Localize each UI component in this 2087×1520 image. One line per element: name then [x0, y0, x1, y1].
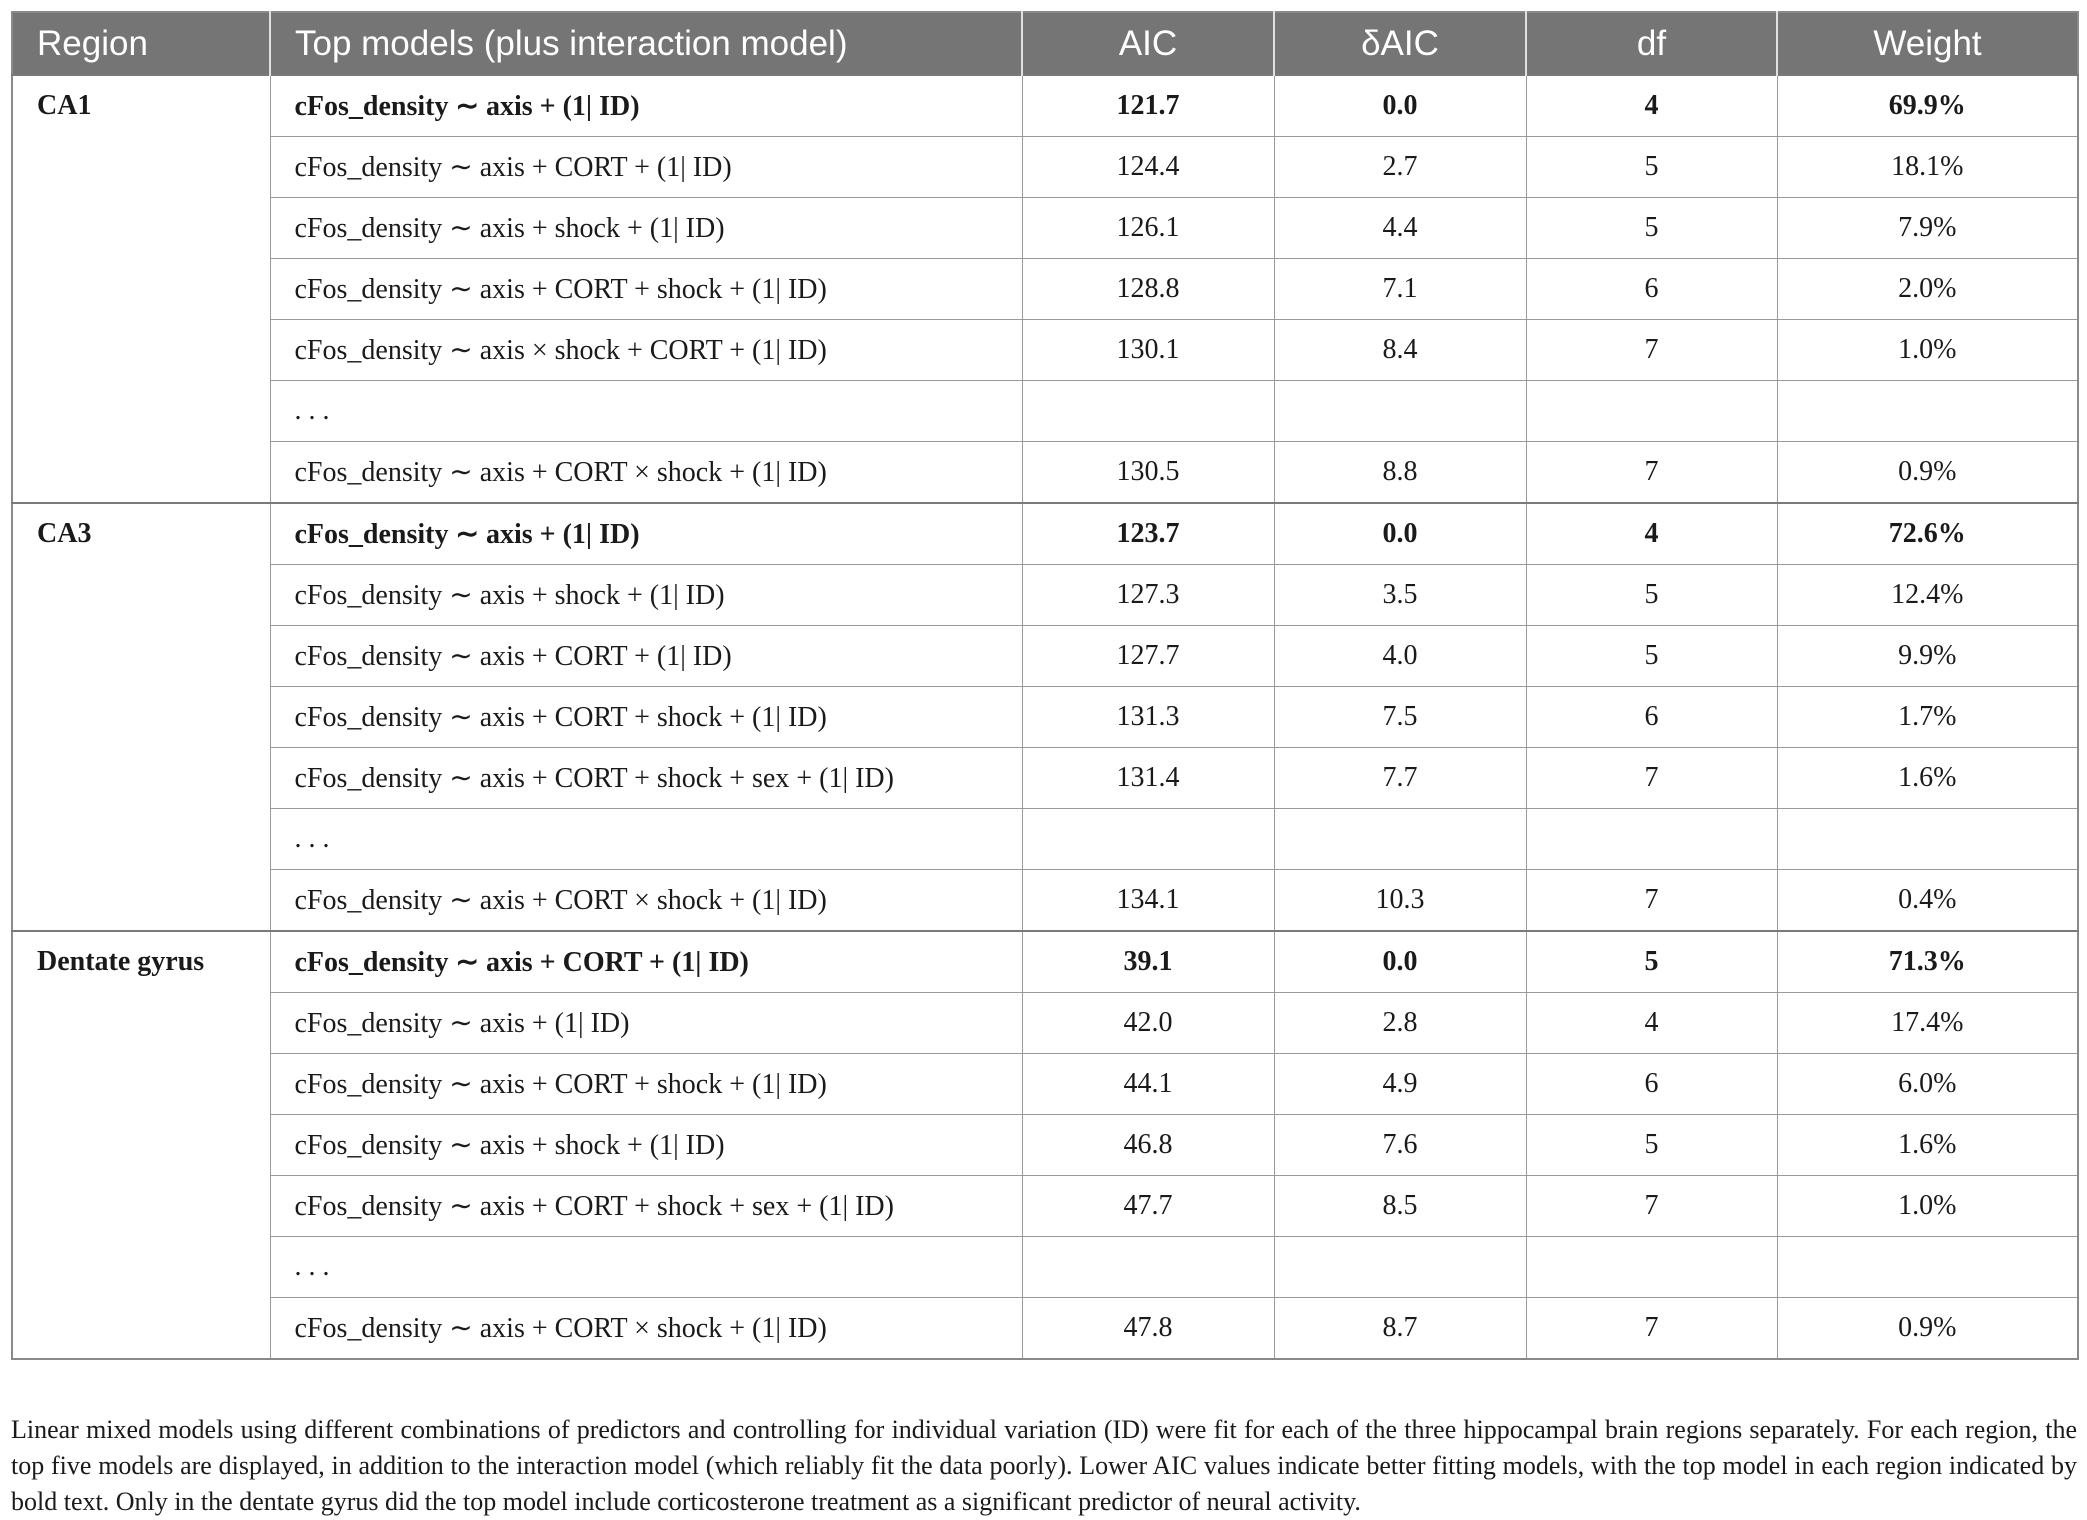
- model-cell: . . .: [270, 1237, 1022, 1298]
- table-row: [12, 1298, 2078, 1360]
- df-cell: 7: [1526, 320, 1777, 381]
- model-cell: cFos_density ∼ axis + (1| ID): [270, 75, 1022, 137]
- df-cell: 6: [1526, 1054, 1777, 1115]
- model-cell: cFos_density ∼ axis + CORT × shock + (1| ID): [270, 870, 1022, 932]
- model-cell: . . .: [270, 381, 1022, 442]
- model-cell: cFos_density ∼ axis + shock + (1| ID): [270, 1115, 1022, 1176]
- model-cell: cFos_density ∼ axis + CORT × shock + (1| ID): [270, 442, 1022, 504]
- table-row: [12, 381, 2078, 442]
- delta-aic-cell: 8.4: [1274, 320, 1526, 381]
- aic-cell: 47.8: [1022, 1298, 1274, 1360]
- weight-cell: 1.0%: [1777, 1176, 2078, 1237]
- delta-aic-cell: 8.7: [1274, 1298, 1526, 1360]
- table-caption: Linear mixed models using different combinations of predictors and controlling for individual variation (ID) were fit for each of the three hippocampal brain regions separately. For each region, the top five models are displayed, in addition to the interaction model (which reliably fit the data poorly). Lower AIC values indicate better fitting models, with the top model in each region indicated by bold text. Only in the dentate gyrus did the top model include corticosterone treatment as a significant predictor of neural activity.: [11, 1415, 2077, 1516]
- aic-cell: [1022, 809, 1274, 870]
- aic-cell: 39.1: [1022, 931, 1274, 993]
- table-row: [12, 137, 2078, 198]
- table-row: [12, 320, 2078, 381]
- header-df: df: [1526, 12, 1777, 75]
- df-cell: 4: [1526, 993, 1777, 1054]
- weight-cell: 0.4%: [1777, 870, 2078, 932]
- weight-cell: 2.0%: [1777, 259, 2078, 320]
- delta-aic-cell: 7.1: [1274, 259, 1526, 320]
- weight-cell: 0.9%: [1777, 442, 2078, 504]
- aic-cell: 134.1: [1022, 870, 1274, 932]
- weight-cell: 6.0%: [1777, 1054, 2078, 1115]
- df-cell: 7: [1526, 1298, 1777, 1360]
- aic-cell: 44.1: [1022, 1054, 1274, 1115]
- header-aic: AIC: [1022, 12, 1274, 75]
- df-cell: [1526, 809, 1777, 870]
- df-cell: 6: [1526, 687, 1777, 748]
- delta-aic-cell: 0.0: [1274, 931, 1526, 993]
- aic-cell: 46.8: [1022, 1115, 1274, 1176]
- delta-aic-cell: 4.9: [1274, 1054, 1526, 1115]
- df-cell: 7: [1526, 1176, 1777, 1237]
- delta-aic-cell: 7.5: [1274, 687, 1526, 748]
- weight-cell: 71.3%: [1777, 931, 2078, 993]
- aic-cell: 130.1: [1022, 320, 1274, 381]
- delta-aic-cell: [1274, 1237, 1526, 1298]
- table-row: [12, 687, 2078, 748]
- table-row: [12, 565, 2078, 626]
- table-row: [12, 748, 2078, 809]
- table-header: [12, 12, 2078, 75]
- aic-cell: 121.7: [1022, 75, 1274, 137]
- weight-cell: 1.6%: [1777, 748, 2078, 809]
- results-table-container: [11, 11, 2077, 1360]
- df-cell: 7: [1526, 870, 1777, 932]
- table-row: [12, 1176, 2078, 1237]
- weight-cell: [1777, 1237, 2078, 1298]
- delta-aic-cell: 3.5: [1274, 565, 1526, 626]
- model-cell: cFos_density ∼ axis + shock + (1| ID): [270, 198, 1022, 259]
- weight-cell: 12.4%: [1777, 565, 2078, 626]
- weight-cell: 1.0%: [1777, 320, 2078, 381]
- aic-cell: 124.4: [1022, 137, 1274, 198]
- delta-aic-cell: 0.0: [1274, 75, 1526, 137]
- df-cell: 4: [1526, 75, 1777, 137]
- delta-aic-cell: 0.0: [1274, 503, 1526, 565]
- aic-cell: 127.3: [1022, 565, 1274, 626]
- weight-cell: 69.9%: [1777, 75, 2078, 137]
- df-cell: 5: [1526, 137, 1777, 198]
- region-cell: Dentate gyrus: [12, 931, 270, 1359]
- model-cell: cFos_density ∼ axis + CORT + shock + (1| ID): [270, 687, 1022, 748]
- df-cell: 5: [1526, 565, 1777, 626]
- df-cell: 5: [1526, 931, 1777, 993]
- header-delta-aic: δAIC: [1274, 12, 1526, 75]
- df-cell: 7: [1526, 748, 1777, 809]
- table-row: [12, 75, 2078, 137]
- aic-cell: 47.7: [1022, 1176, 1274, 1237]
- delta-aic-cell: 2.7: [1274, 137, 1526, 198]
- model-cell: cFos_density ∼ axis + CORT × shock + (1| ID): [270, 1298, 1022, 1360]
- weight-cell: 1.7%: [1777, 687, 2078, 748]
- df-cell: 5: [1526, 1115, 1777, 1176]
- delta-aic-cell: 10.3: [1274, 870, 1526, 932]
- weight-cell: 18.1%: [1777, 137, 2078, 198]
- delta-aic-cell: 7.7: [1274, 748, 1526, 809]
- df-cell: 5: [1526, 198, 1777, 259]
- model-comparison-table: [11, 11, 2079, 1360]
- weight-cell: 17.4%: [1777, 993, 2078, 1054]
- aic-cell: 131.3: [1022, 687, 1274, 748]
- aic-cell: 131.4: [1022, 748, 1274, 809]
- table-row: [12, 198, 2078, 259]
- table-row: [12, 626, 2078, 687]
- delta-aic-cell: 4.0: [1274, 626, 1526, 687]
- table-row: [12, 870, 2078, 932]
- aic-cell: 42.0: [1022, 993, 1274, 1054]
- table-row: [12, 259, 2078, 320]
- df-cell: 7: [1526, 442, 1777, 504]
- header-weight: Weight: [1777, 12, 2078, 75]
- aic-cell: 123.7: [1022, 503, 1274, 565]
- aic-cell: 126.1: [1022, 198, 1274, 259]
- model-cell: cFos_density ∼ axis + shock + (1| ID): [270, 565, 1022, 626]
- header-row: [12, 12, 2078, 75]
- delta-aic-cell: 2.8: [1274, 993, 1526, 1054]
- model-cell: cFos_density ∼ axis + CORT + shock + sex + (1| ID): [270, 748, 1022, 809]
- header-region: Region: [12, 12, 270, 75]
- model-cell: . . .: [270, 809, 1022, 870]
- df-cell: [1526, 1237, 1777, 1298]
- model-cell: cFos_density ∼ axis + CORT + (1| ID): [270, 137, 1022, 198]
- aic-cell: 128.8: [1022, 259, 1274, 320]
- weight-cell: [1777, 381, 2078, 442]
- model-cell: cFos_density ∼ axis + (1| ID): [270, 993, 1022, 1054]
- table-row: [12, 993, 2078, 1054]
- table-row: [12, 1237, 2078, 1298]
- weight-cell: 9.9%: [1777, 626, 2078, 687]
- delta-aic-cell: 4.4: [1274, 198, 1526, 259]
- model-cell: cFos_density ∼ axis + (1| ID): [270, 503, 1022, 565]
- delta-aic-cell: 7.6: [1274, 1115, 1526, 1176]
- table-body: [12, 75, 2078, 1359]
- aic-cell: 130.5: [1022, 442, 1274, 504]
- model-cell: cFos_density ∼ axis + CORT + (1| ID): [270, 626, 1022, 687]
- table-row: [12, 442, 2078, 504]
- df-cell: [1526, 381, 1777, 442]
- aic-cell: [1022, 1237, 1274, 1298]
- table-row: [12, 1054, 2078, 1115]
- region-cell: CA3: [12, 503, 270, 931]
- aic-cell: 127.7: [1022, 626, 1274, 687]
- header-models: Top models (plus interaction model): [270, 12, 1022, 75]
- table-row: [12, 503, 2078, 565]
- table-row: [12, 809, 2078, 870]
- model-cell: cFos_density ∼ axis + CORT + shock + sex + (1| ID): [270, 1176, 1022, 1237]
- model-cell: cFos_density ∼ axis + CORT + (1| ID): [270, 931, 1022, 993]
- delta-aic-cell: [1274, 381, 1526, 442]
- model-cell: cFos_density ∼ axis + CORT + shock + (1| ID): [270, 1054, 1022, 1115]
- df-cell: 5: [1526, 626, 1777, 687]
- weight-cell: 0.9%: [1777, 1298, 2078, 1360]
- delta-aic-cell: 8.5: [1274, 1176, 1526, 1237]
- model-cell: cFos_density ∼ axis + CORT + shock + (1| ID): [270, 259, 1022, 320]
- region-cell: CA1: [12, 75, 270, 503]
- table-row: [12, 931, 2078, 993]
- delta-aic-cell: 8.8: [1274, 442, 1526, 504]
- model-cell: cFos_density ∼ axis × shock + CORT + (1| ID): [270, 320, 1022, 381]
- delta-aic-cell: [1274, 809, 1526, 870]
- df-cell: 4: [1526, 503, 1777, 565]
- weight-cell: [1777, 809, 2078, 870]
- table-row: [12, 1115, 2078, 1176]
- aic-cell: [1022, 381, 1274, 442]
- weight-cell: 7.9%: [1777, 198, 2078, 259]
- weight-cell: 1.6%: [1777, 1115, 2078, 1176]
- weight-cell: 72.6%: [1777, 503, 2078, 565]
- df-cell: 6: [1526, 259, 1777, 320]
